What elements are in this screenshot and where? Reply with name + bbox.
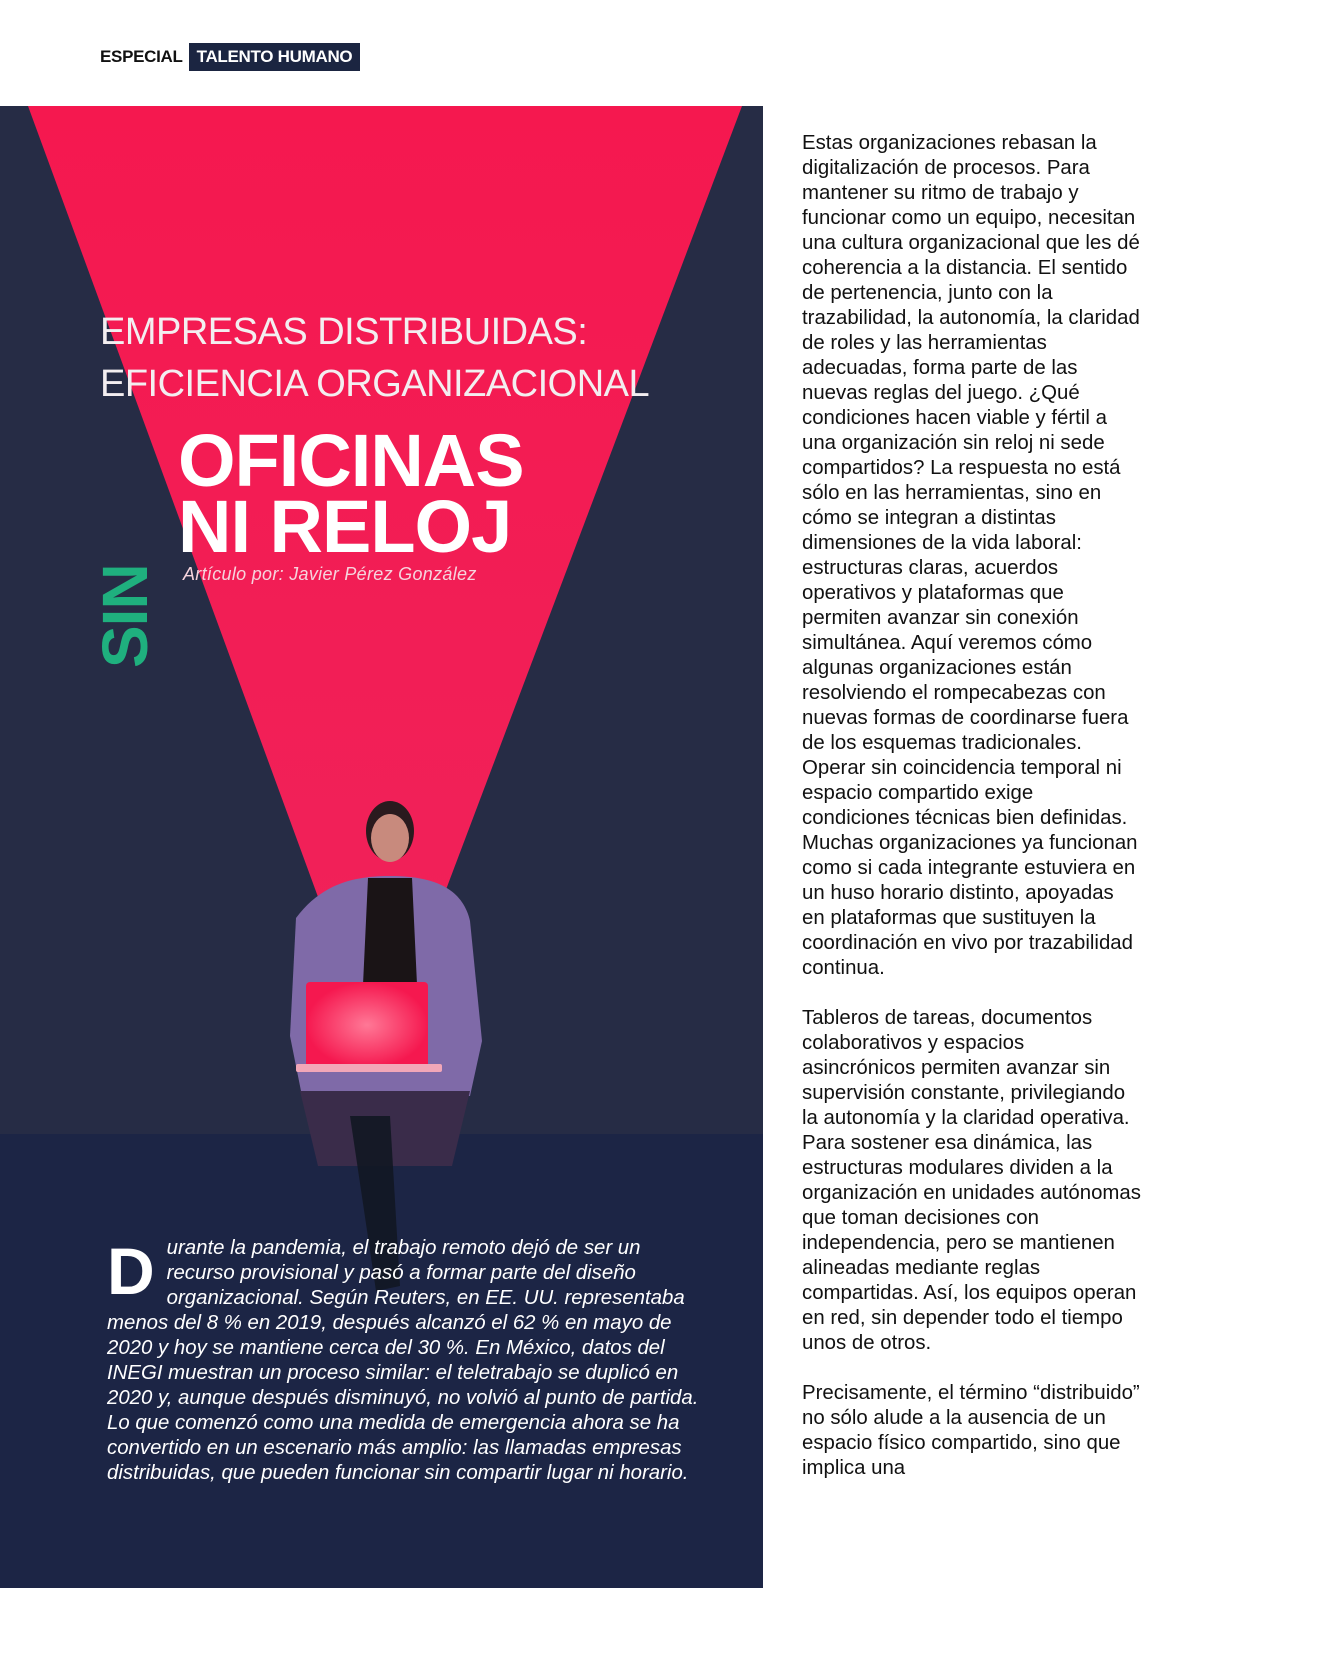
kicker-line-2: EFICIENCIA ORGANIZACIONAL xyxy=(100,363,650,405)
column-paragraph-3: Precisamente, el término “distribuido” no sólo alude a la ausencia de un espacio físico compartido, sino que implica una xyxy=(802,1382,1140,1479)
intro-paragraph xyxy=(107,1236,707,1486)
section-tag: TALENTO HUMANO xyxy=(189,43,361,71)
drop-cap: D xyxy=(107,1234,155,1308)
section-label: ESPECIAL xyxy=(100,47,183,66)
kicker-line-1: EMPRESAS DISTRIBUIDAS: xyxy=(100,311,588,353)
title-sin-vertical: SIN xyxy=(89,564,161,668)
article-column xyxy=(802,131,1142,1506)
title-line-2: NI RELOJ xyxy=(178,485,512,568)
hero-panel xyxy=(0,106,763,1588)
kicker-heading xyxy=(100,306,649,410)
main-title xyxy=(178,419,524,568)
column-paragraph-1: Estas organizaciones rebasan la digitalización de procesos. Para mantener su ritmo de trabajo y funcionar como un equipo, necesitan una cultura organizacional que les dé coherencia a la distancia. El sentido de pertenencia, junto con la trazabilidad, la autonomía, la claridad de roles y las herramientas adecuadas, forma parte de las nuevas reglas del juego. ¿Qué condiciones hacen viable y fértil a una organización sin reloj ni sede compartidos? La respuesta no está sólo en las herramientas, sino en cómo se integran a distintas dimensiones de la vida laboral: estructuras claras, acuerdos operativos y plataformas que permiten avanzar sin conexión simultánea. Aquí veremos cómo algunas organizaciones están resolviendo el rompecabezas con nuevas formas de coordinarse fuera de los esquemas tradicionales. Operar sin coincidencia temporal ni espacio compartido exige condiciones técnicas bien definidas. Muchas organizaciones ya funcionan como si cada integrante estuviera en un huso horario distinto, apoyadas en plataformas que sustituyen la coordinación en vivo por trazabilidad continua. xyxy=(802,132,1140,979)
byline: Artículo por: Javier Pérez González xyxy=(183,564,477,584)
intro-text: urante la pandemia, el trabajo remoto dejó de ser un recurso provisional y pasó a formar parte del diseño organizacional. Según Reuters, en EE. UU. representaba menos del 8 % en 2019, después alcanzó el 62 % en mayo de 2020 y hoy se mantiene cerca del 30 %. En México, datos del INEGI muestran un proceso similar: el teletrabajo se duplicó en 2020 y, aunque después disminuyó, no volvió al punto de partida. Lo que comenzó como una medida de emergencia ahora se ha convertido en un escenario más amplio: las llamadas empresas distribuidas, que pueden funcionar sin compartir lugar ni horario. xyxy=(107,1237,699,1484)
column-paragraph-2: Tableros de tareas, documentos colaborativos y espacios asincrónicos permiten avanzar sin supervisión constante, privilegiando la autonomía y la claridad operativa. Para sostener esa dinámica, las estructuras modulares dividen a la organización en unidades autónomas que toman decisiones con independencia, pero se mantienen alineadas mediante reglas compartidas. Así, los equipos operan en red, sin depender todo el tiempo unos de otros. xyxy=(802,1007,1141,1354)
title-line-1: OFICINAS xyxy=(178,419,524,502)
section-header xyxy=(100,42,360,72)
